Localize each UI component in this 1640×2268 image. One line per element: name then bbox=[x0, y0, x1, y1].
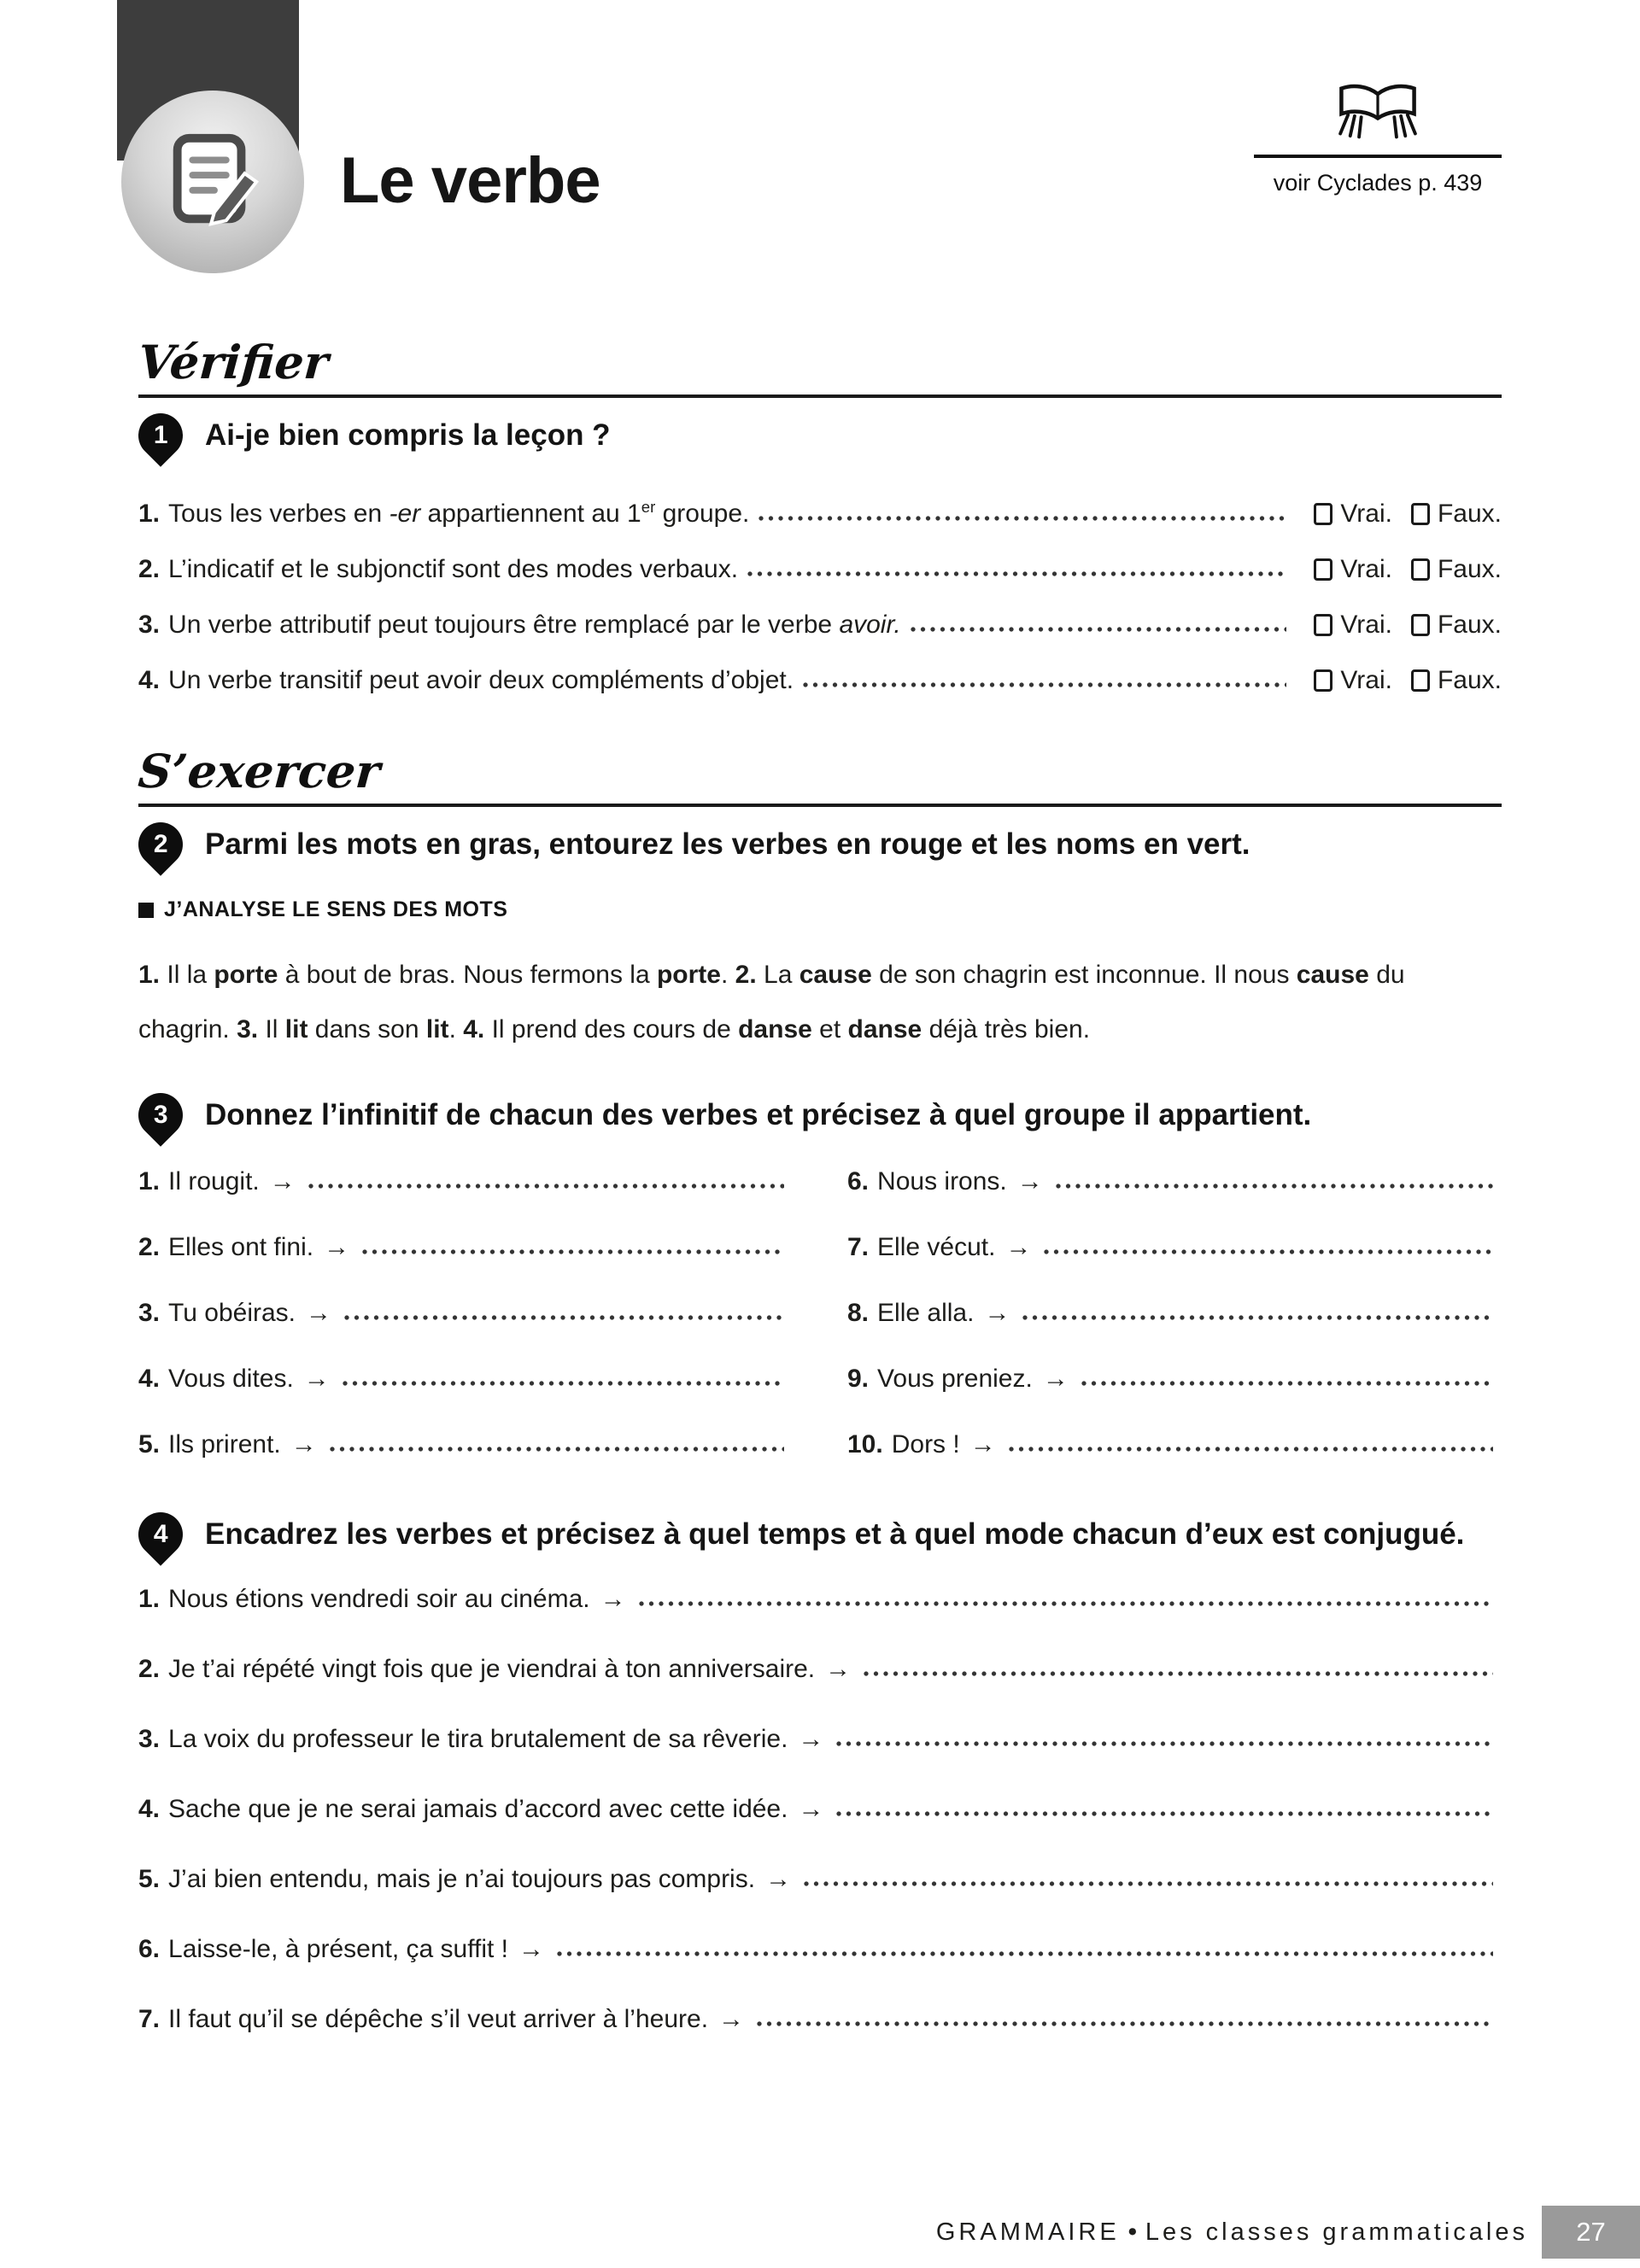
vrai-label: Vrai. bbox=[1340, 500, 1392, 528]
item-text: La voix du professeur le tira brutalement de sa rêverie. bbox=[168, 1725, 788, 1753]
chapter-icon-circle bbox=[121, 91, 304, 273]
arrow-icon: → bbox=[798, 1725, 824, 1753]
dotted-answer-line bbox=[343, 1314, 784, 1321]
answer-item bbox=[138, 1584, 1502, 1615]
item-number: 5. bbox=[138, 1865, 161, 1893]
faux-choice[interactable] bbox=[1411, 499, 1502, 529]
answer-item bbox=[847, 1232, 1502, 1263]
open-book-icon bbox=[1321, 136, 1434, 150]
dotted-answer-line bbox=[1081, 1380, 1493, 1387]
item-text: Vous preniez. bbox=[877, 1365, 1033, 1393]
reference-block bbox=[1254, 79, 1502, 196]
answer-item bbox=[847, 1298, 1502, 1329]
item-number: 2. bbox=[138, 1655, 161, 1683]
faux-label: Faux. bbox=[1437, 611, 1502, 639]
footer-separator: • bbox=[1128, 2218, 1137, 2246]
answer-item bbox=[138, 1654, 1502, 1685]
vrai-label: Vrai. bbox=[1340, 611, 1392, 639]
arrow-icon: → bbox=[269, 1167, 296, 1195]
answer-item bbox=[847, 1166, 1502, 1197]
item-number: 6. bbox=[847, 1167, 870, 1195]
answer-item bbox=[847, 1364, 1502, 1394]
exercise-4-list bbox=[138, 1584, 1502, 2035]
arrow-icon: → bbox=[290, 1430, 317, 1458]
arrow-icon: → bbox=[1005, 1233, 1032, 1261]
dotted-leader bbox=[747, 570, 1286, 577]
answer-item bbox=[138, 1794, 1502, 1825]
item-text: L’indicatif et le subjonctif sont des modes verbaux. bbox=[168, 555, 739, 583]
item-number: 7. bbox=[138, 2005, 161, 2033]
page-number: 27 bbox=[1576, 2217, 1606, 2247]
item-text: Elle vécut. bbox=[877, 1233, 996, 1261]
vrai-choice[interactable] bbox=[1314, 499, 1392, 529]
item-number: 9. bbox=[847, 1365, 870, 1393]
dotted-answer-line bbox=[556, 1950, 1493, 1957]
arrow-icon: → bbox=[798, 1795, 824, 1823]
item-number: 4. bbox=[138, 1365, 161, 1393]
exercise-2-paragraph: 1. Il la porte à bout de bras. Nous fermons la porte. 2. La cause de son chagrin est inconnue. Il nous cause du chagrin. 3. Il lit dans son lit. 4. Il prend des cours de danse et danse déjà très bien. bbox=[138, 961, 1405, 1043]
arrow-icon: → bbox=[984, 1299, 1010, 1327]
exercise-2-badge bbox=[129, 813, 192, 876]
arrow-icon: → bbox=[765, 1865, 792, 1893]
faux-label: Faux. bbox=[1437, 666, 1502, 694]
item-text: Laisse-le, à présent, ça suffit ! bbox=[168, 1935, 509, 1963]
item-number: 4. bbox=[138, 1795, 161, 1823]
method-label: J’ANALYSE LE SENS DES MOTS bbox=[164, 897, 508, 921]
vrai-checkbox[interactable] bbox=[1314, 614, 1332, 636]
arrow-icon: → bbox=[718, 2005, 745, 2033]
item-number: 10. bbox=[847, 1430, 883, 1458]
section-sexercer-label: S’exercer bbox=[136, 744, 383, 798]
exercise-1-number: 1 bbox=[153, 421, 168, 449]
true-false-item bbox=[138, 492, 1502, 529]
exercise-1-title: Ai-je bien compris la leçon ? bbox=[205, 418, 611, 452]
faux-checkbox[interactable] bbox=[1411, 558, 1430, 581]
exercise-3-title: Donnez l’infinitif de chacun des verbes et précisez à quel groupe il appartient. bbox=[205, 1098, 1312, 1131]
section-verifier-label: Vérifier bbox=[136, 335, 331, 389]
dotted-answer-line bbox=[1043, 1248, 1493, 1255]
dotted-answer-line bbox=[803, 1880, 1493, 1887]
exercise-2-number: 2 bbox=[153, 830, 168, 858]
answer-item bbox=[138, 1934, 1502, 1965]
item-text: Elles ont fini. bbox=[168, 1233, 314, 1261]
faux-choice[interactable] bbox=[1411, 665, 1502, 696]
dotted-answer-line bbox=[1008, 1446, 1493, 1453]
item-text: Je t’ai répété vingt fois que je viendrai à ton anniversaire. bbox=[168, 1655, 816, 1683]
vrai-choice[interactable] bbox=[1314, 665, 1392, 696]
exercise-2-title: Parmi les mots en gras, entourez les verbes en rouge et les noms en vert. bbox=[205, 827, 1250, 861]
true-false-item bbox=[138, 554, 1502, 585]
item-text: J’ai bien entendu, mais je n’ai toujours pas compris. bbox=[168, 1865, 756, 1893]
item-number: 3. bbox=[138, 1299, 161, 1327]
answer-item bbox=[138, 1724, 1502, 1755]
dotted-leader bbox=[802, 681, 1286, 688]
dotted-answer-line bbox=[835, 1740, 1493, 1747]
exercise-1-header bbox=[138, 413, 1502, 458]
vrai-choice[interactable] bbox=[1314, 554, 1392, 585]
answer-item bbox=[138, 1864, 1502, 1895]
arrow-icon: → bbox=[825, 1655, 852, 1683]
exercise-3-column-right bbox=[847, 1166, 1502, 1495]
footer-section-label: GRAMMAIRE bbox=[935, 2218, 1120, 2246]
answer-item bbox=[138, 1429, 793, 1460]
item-number: 2. bbox=[138, 1233, 161, 1261]
dotted-answer-line bbox=[835, 1810, 1493, 1817]
faux-checkbox[interactable] bbox=[1411, 669, 1430, 692]
dotted-answer-line bbox=[361, 1248, 784, 1255]
exercise-4-badge bbox=[129, 1503, 192, 1566]
dotted-leader bbox=[910, 626, 1287, 633]
item-number: 4. bbox=[138, 666, 161, 694]
exercise-2-header bbox=[138, 822, 1502, 867]
dotted-answer-line bbox=[638, 1600, 1493, 1607]
dotted-answer-line bbox=[1055, 1183, 1493, 1190]
arrow-icon: → bbox=[1016, 1167, 1043, 1195]
arrow-icon: → bbox=[306, 1299, 331, 1327]
item-text: Un verbe attributif peut toujours être remplacé par le verbe avoir. bbox=[168, 611, 901, 639]
item-number: 7. bbox=[847, 1233, 870, 1261]
item-number: 1. bbox=[138, 500, 161, 528]
item-text: Tous les verbes en -er appartiennent au 1er groupe. bbox=[168, 498, 750, 528]
item-number: 3. bbox=[138, 611, 161, 639]
arrow-icon: → bbox=[969, 1430, 996, 1458]
method-line bbox=[138, 897, 1502, 922]
arrow-icon: → bbox=[324, 1233, 350, 1261]
faux-choice[interactable] bbox=[1411, 610, 1502, 640]
exercise-3-header bbox=[138, 1093, 1502, 1137]
dotted-answer-line bbox=[1022, 1314, 1493, 1321]
item-text: Sache que je ne serai jamais d’accord avec cette idée. bbox=[168, 1795, 788, 1823]
item-number: 6. bbox=[138, 1935, 161, 1963]
arrow-icon: → bbox=[1042, 1365, 1069, 1393]
dotted-leader bbox=[758, 515, 1286, 522]
page-number-box bbox=[1542, 2206, 1640, 2259]
arrow-icon: → bbox=[600, 1585, 626, 1613]
answer-item bbox=[138, 1166, 793, 1197]
dotted-answer-line bbox=[342, 1380, 784, 1387]
vrai-checkbox[interactable] bbox=[1314, 669, 1332, 692]
page-content bbox=[138, 335, 1502, 2074]
exercise-3-number: 3 bbox=[153, 1101, 168, 1129]
faux-label: Faux. bbox=[1437, 500, 1502, 528]
vrai-checkbox[interactable] bbox=[1314, 558, 1332, 581]
item-text: Il rougit. bbox=[168, 1167, 260, 1195]
arrow-icon: → bbox=[303, 1365, 330, 1393]
item-number: 2. bbox=[138, 555, 161, 583]
faux-label: Faux. bbox=[1437, 555, 1502, 583]
item-text: Ils prirent. bbox=[168, 1430, 281, 1458]
reference-text: voir Cyclades p. 439 bbox=[1273, 170, 1483, 196]
exercise-4-title: Encadrez les verbes et précisez à quel temps et à quel mode chacun d’eux est conjugué. bbox=[205, 1517, 1465, 1551]
true-false-list bbox=[138, 492, 1502, 696]
page-title: Le verbe bbox=[340, 144, 600, 217]
item-number: 3. bbox=[138, 1725, 161, 1753]
item-text: Il faut qu’il se dépêche s’il veut arriver à l’heure. bbox=[168, 2005, 709, 2033]
item-text: Vous dites. bbox=[168, 1365, 294, 1393]
answer-item bbox=[138, 1364, 793, 1394]
vrai-checkbox[interactable] bbox=[1314, 503, 1332, 525]
item-number: 5. bbox=[138, 1430, 161, 1458]
vrai-choice[interactable] bbox=[1314, 610, 1392, 640]
item-text: Nous étions vendredi soir au cinéma. bbox=[168, 1585, 590, 1613]
document-pencil-icon bbox=[159, 126, 266, 238]
faux-checkbox[interactable] bbox=[1411, 614, 1430, 636]
exercise-3-badge bbox=[129, 1084, 192, 1147]
item-text: Dors ! bbox=[891, 1430, 960, 1458]
answer-item bbox=[847, 1429, 1502, 1460]
exercise-1-badge bbox=[129, 404, 192, 467]
exercise-4-number: 4 bbox=[153, 1520, 168, 1548]
item-number: 1. bbox=[138, 1585, 161, 1613]
item-number: 1. bbox=[138, 1167, 161, 1195]
item-text: Nous irons. bbox=[877, 1167, 1007, 1195]
dotted-answer-line bbox=[329, 1446, 784, 1453]
vrai-label: Vrai. bbox=[1340, 666, 1392, 694]
item-text: Tu obéiras. bbox=[168, 1299, 296, 1327]
reference-divider bbox=[1254, 155, 1502, 158]
footer-chapter-label: Les classes grammaticales bbox=[1145, 2218, 1528, 2246]
answer-item bbox=[138, 2004, 1502, 2035]
dotted-answer-line bbox=[308, 1183, 784, 1190]
section-verifier-heading bbox=[138, 335, 1502, 398]
faux-choice[interactable] bbox=[1411, 554, 1502, 585]
answer-item bbox=[138, 1232, 793, 1263]
item-number: 8. bbox=[847, 1299, 870, 1327]
item-text: Elle alla. bbox=[877, 1299, 975, 1327]
answer-item bbox=[138, 1298, 793, 1329]
section-sexercer-heading bbox=[138, 744, 1502, 807]
true-false-item bbox=[138, 610, 1502, 640]
square-bullet-icon bbox=[138, 903, 154, 918]
exercise-4-header bbox=[138, 1512, 1502, 1557]
footer bbox=[0, 2206, 1640, 2259]
vrai-label: Vrai. bbox=[1340, 555, 1392, 583]
dotted-answer-line bbox=[863, 1670, 1493, 1677]
exercise-3-list bbox=[138, 1166, 1502, 1495]
arrow-icon: → bbox=[518, 1935, 545, 1963]
dotted-answer-line bbox=[756, 2020, 1493, 2027]
exercise-3-column-left bbox=[138, 1166, 793, 1495]
true-false-item bbox=[138, 665, 1502, 696]
faux-checkbox[interactable] bbox=[1411, 503, 1430, 525]
item-text: Un verbe transitif peut avoir deux compléments d’objet. bbox=[168, 666, 794, 694]
